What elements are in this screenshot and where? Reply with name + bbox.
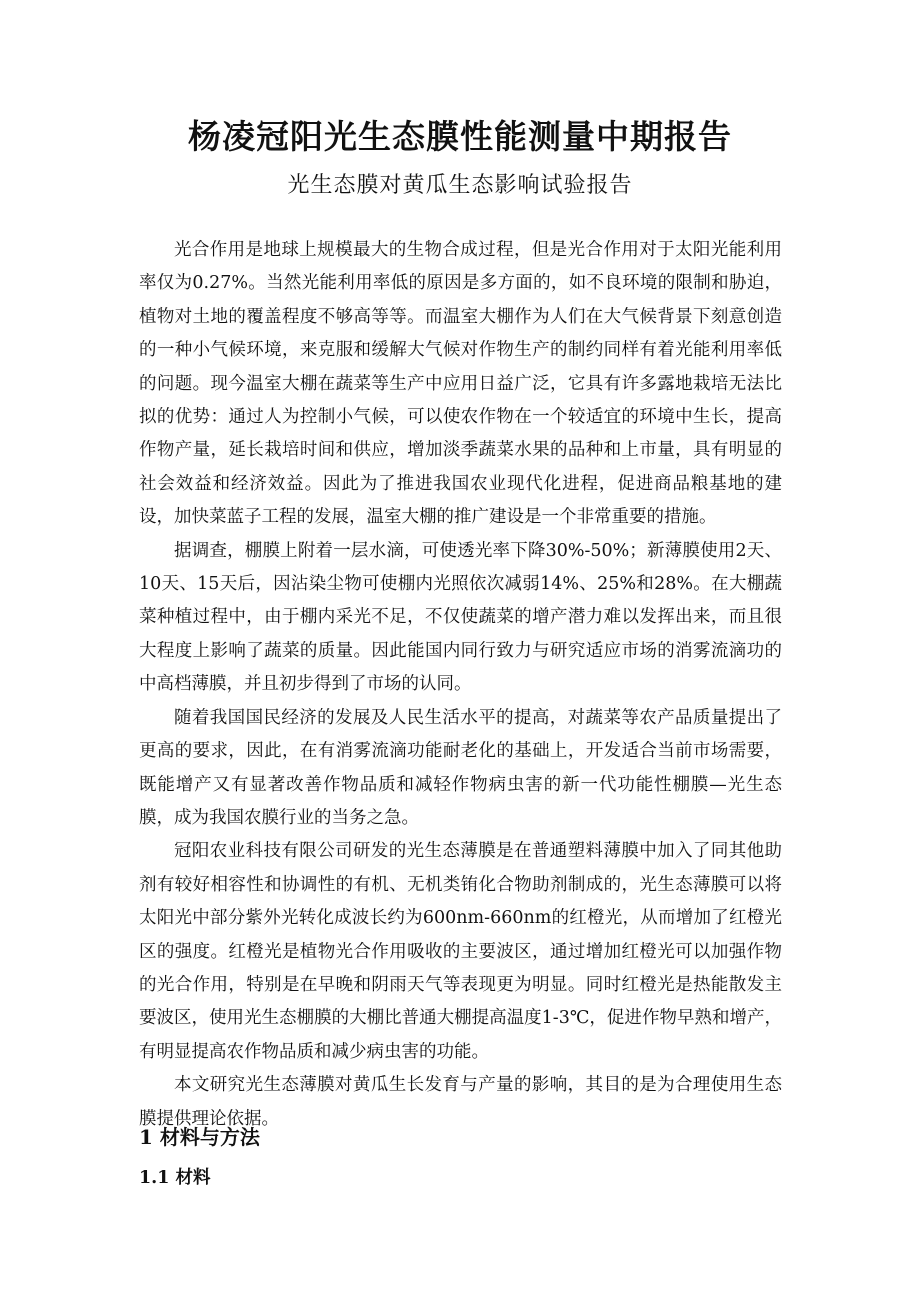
section-heading: 1 材料与方法 [139, 1125, 260, 1149]
document-subtitle: 光生态膜对黄瓜生态影响试验报告 [287, 173, 633, 198]
document-title: 杨凌冠阳光生态膜性能测量中期报告 [188, 117, 732, 156]
subsection-heading: 1.1 材料 [139, 1168, 211, 1188]
body-text [139, 234, 782, 1136]
paragraph-5: 本文研究光生态薄膜对黄瓜生长发育与产量的影响，其目的是为合理使用生态膜提供理论依据。 [139, 1075, 782, 1129]
paragraph-3: 随着我国国民经济的发展及人民生活水平的提高，对蔬菜等农产品质量提出了更高的要求，因此，在有消雾流滴功能耐老化的基础上，开发适合当前市场需要，既能增产又有显著改善作物品质和减轻作物病虫害的新一代功能性棚膜—光生态膜，成为我国农膜行业的当务之急。 [139, 707, 782, 828]
paragraph-2: 据调查，棚膜上附着一层水滴，可使透光率下降30%-50%；新薄膜使用2天、10天、15天后，因沾染尘物可使棚内光照依次减弱14%、25%和28%。在大棚蔬菜种植过程中，由于棚内采光不足，不仅使蔬菜的增产潜力难以发挥出来，而且很大程度上影响了蔬菜的质量。因此能国内同行致力与研究适应市场的消雾流滴功的中高档薄膜，并且初步得到了市场的认同。 [139, 540, 782, 695]
paragraph-4: 冠阳农业科技有限公司研发的光生态薄膜是在普通塑料薄膜中加入了同其他助剂有较好相容性和协调性的有机、无机类铕化合物助剂制成的，光生态薄膜可以将太阳光中部分紫外光转化成波长约为600nm-660nm的红橙光，从而增加了红橙光区的强度。红橙光是植物光合作用吸收的主要波区，通过增加红橙光可以加强作物的光合作用，特别是在早晚和阴雨天气等表现更为明显。同时红橙光是热能散发主要波区，使用光生态棚膜的大棚比普通大棚提高温度1-3℃，促进作物早熟和增产，有明显提高农作物品质和减少病虫害的功能。 [139, 841, 782, 1062]
paragraph-1: 光合作用是地球上规模最大的生物合成过程，但是光合作用对于太阳光能利用率仅为0.27%。当然光能利用率低的原因是多方面的，如不良环境的限制和胁迫，植物对土地的覆盖程度不够高等等。而温室大棚作为人们在大气候背景下刻意创造的一种小气候环境，来克服和缓解大气候对作物生产的制约同样有着光能利用率低的问题。现今温室大棚在蔬菜等生产中应用日益广泛，它具有许多露地栽培无法比拟的优势：通过人为控制小气候，可以使农作物在一个较适宜的环境中生长，提高作物产量，延长栽培时间和供应，增加淡季蔬菜水果的品种和上市量，具有明显的社会效益和经济效益。因此为了推进我国农业现代化进程，促进商品粮基地的建设，加快菜蓝子工程的发展，温室大棚的推广建设是一个非常重要的措施。 [139, 240, 782, 528]
